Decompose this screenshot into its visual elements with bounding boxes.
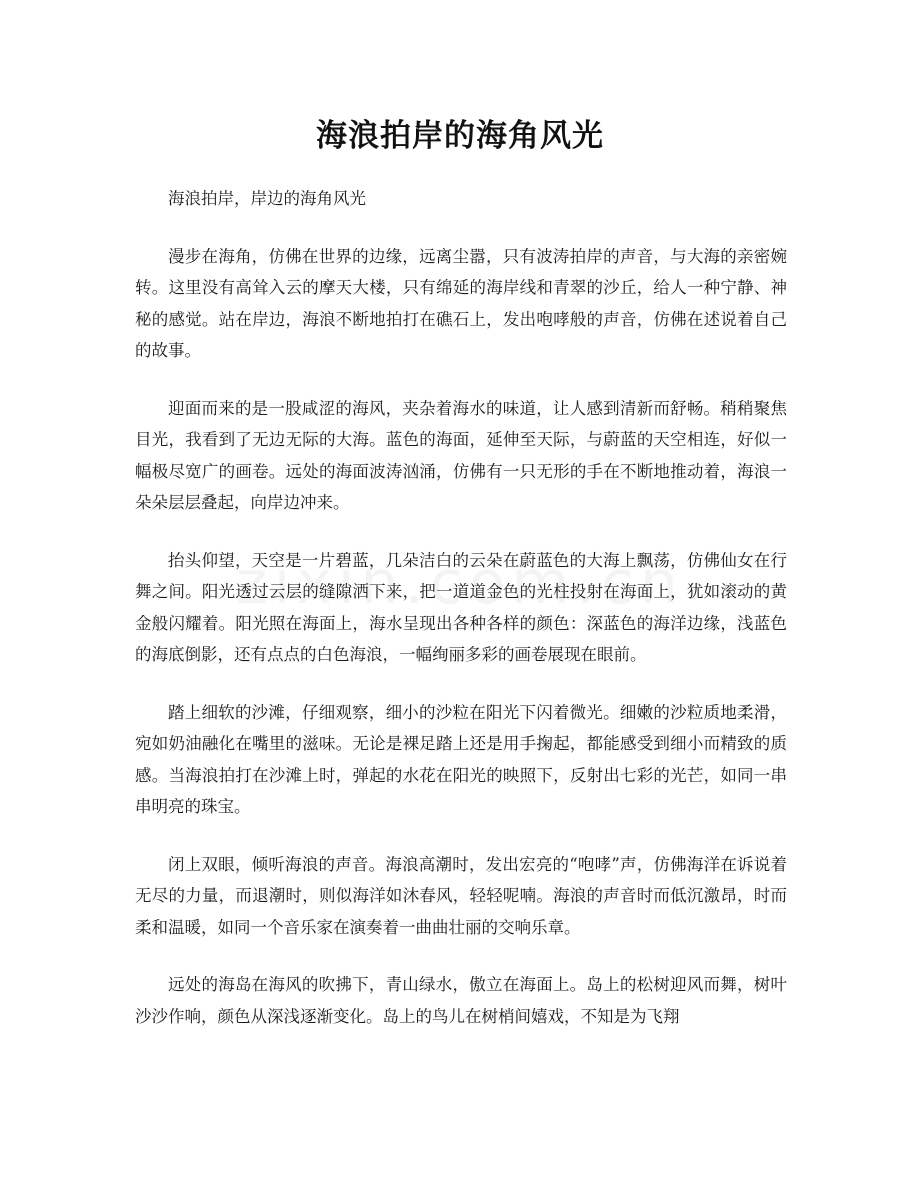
paragraph: 漫步在海角，仿佛在世界的边缘，远离尘嚣，只有波涛拍岸的声音，与大海的亲密婉转。这里没有高耸入云的摩天大楼，只有绵延的海岸线和青翠的沙丘，给人一种宁静、神秘的感觉。站在岸边，海浪不断地拍打在礁石上，发出咆哮般的声音，仿佛在述说着自己的故事。 — [135, 246, 787, 360]
paragraph: 闭上双眼，倾听海浪的声音。海浪高潮时，发出宏亮的“咆哮”声，仿佛海洋在诉说着无尽的力量，而退潮时，则似海洋如沐春风，轻轻呢喃。海浪的声音时而低沉激昂，时而柔和温暖，如同一个音乐家在演奏着一曲曲壮丽的交响乐章。 — [135, 854, 787, 937]
paragraph: 远处的海岛在海风的吹拂下，青山绿水，傲立在海面上。岛上的松树迎风而舞，树叶沙沙作响，颜色从深浅逐渐变化。岛上的鸟儿在树梢间嬉戏，不知是为飞翔 — [135, 975, 787, 1026]
page-title: 海浪拍岸的海角风光 — [316, 118, 604, 154]
paragraph-subtitle: 海浪拍岸，岸边的海角风光 — [168, 189, 366, 208]
paragraph: 抬头仰望，天空是一片碧蓝，几朵洁白的云朵在蔚蓝色的大海上飘荡，仿佛仙女在行舞之间。阳光透过云层的缝隙洒下来，把一道道金色的光柱投射在海面上，犹如滚动的黄金般闪耀着。阳光照在海面上，海水呈现出各种各样的颜色：深蓝色的海洋边缘，浅蓝色的海底倒影，还有点点的白色海浪，一幅绚丽多彩的画卷展现在眼前。 — [135, 550, 787, 664]
paragraph: 踏上细软的沙滩，仔细观察，细小的沙粒在阳光下闪着微光。细嫩的沙粒质地柔滑，宛如奶油融化在嘴里的滋味。无论是裸足踏上还是用手掬起，都能感受到细小而精致的质感。当海浪拍打在沙滩上时，弹起的水花在阳光的映照下，反射出七彩的光芒，如同一串串明亮的珠宝。 — [135, 702, 787, 816]
document-body — [135, 183, 787, 1058]
paragraph: 迎面而来的是一股咸涩的海风，夹杂着海水的味道，让人感到清新而舒畅。稍稍聚焦目光，我看到了无边无际的大海。蓝色的海面，延伸至天际，与蔚蓝的天空相连，好似一幅极尽宽广的画卷。远处的海面波涛汹涌，仿佛有一只无形的手在不断地推动着，海浪一朵朵层层叠起，向岸边冲来。 — [135, 398, 787, 512]
